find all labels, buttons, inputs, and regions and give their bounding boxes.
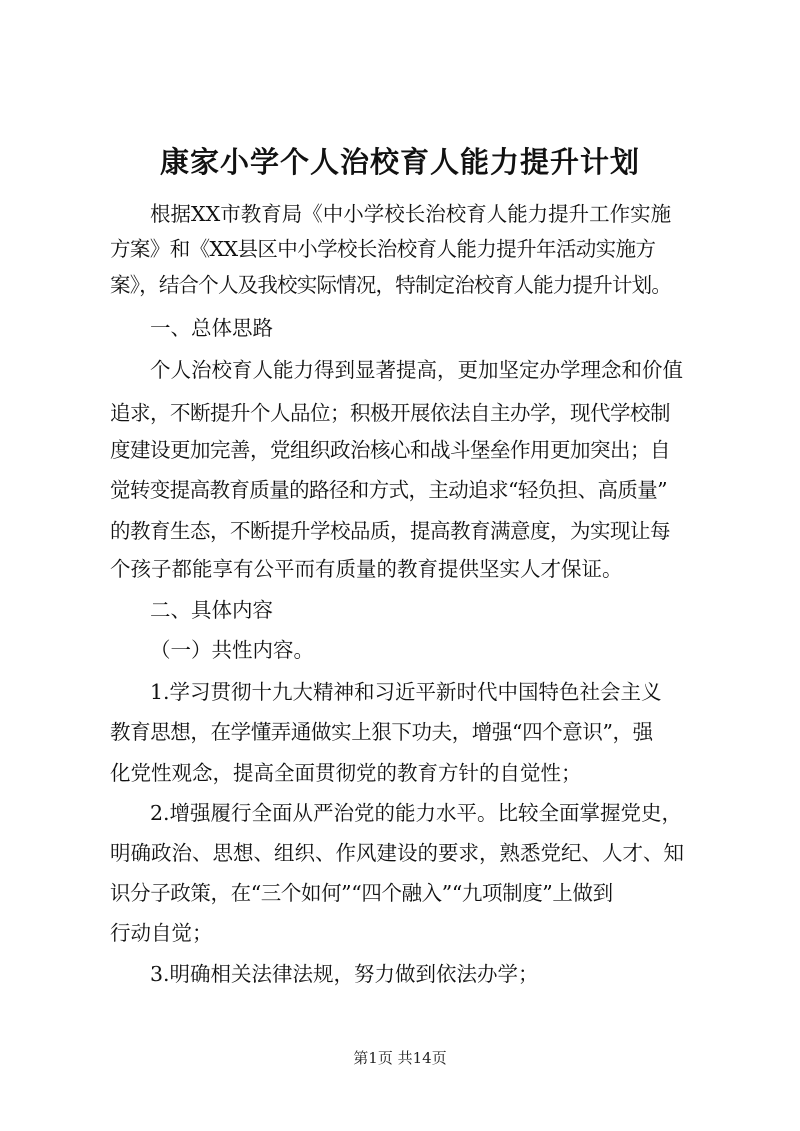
body-line: 教育思想，在学懂弄通做实上狠下功夫，增强“四个意识”，强 [110, 720, 653, 744]
body-line: 3.明确相关法律法规，努力做到依法办学； [150, 962, 539, 986]
section-heading: 一、总体思路 [150, 316, 273, 340]
body-line: 方案》和《XX县区中小学校长治校育人能力提升年活动实施方 [110, 237, 656, 261]
body-line: 度建设更加完善，党组织政治核心和战斗堡垒作用更加突出；自 [110, 438, 670, 462]
body-line: 化党性观念，提高全面贯彻党的教育方针的自觉性； [110, 761, 582, 785]
body-line: 根据XX市教育局《中小学校长治校育人能力提升工作实施 [150, 202, 672, 226]
body-line: 2.增强履行全面从严治党的能力水平。比较全面掌握党史， [150, 801, 683, 825]
subsection-heading: （一）共性内容。 [150, 638, 314, 662]
body-line: 明确政治、思想、组织、作风建设的要求，熟悉党纪、人才、知 [110, 841, 684, 865]
body-line: 识分子政策，在“三个如何”“四个融入”“九项制度”上做到 [110, 881, 613, 905]
body-line: 个孩子都能享有公平而有质量的教育提供坚实人才保证。 [110, 557, 623, 581]
document-title: 康家小学个人治校育人能力提升计划 [159, 145, 640, 179]
body-line: 追求，不断提升个人品位；积极开展依法自主办学，现代学校制 [110, 401, 670, 425]
section-heading: 二、具体内容 [150, 598, 273, 622]
page-footer: 第1页 共14页 [353, 1049, 447, 1067]
body-line: 案》，结合个人及我校实际情况，特制定治校育人能力提升计划。 [110, 273, 672, 297]
body-line: 行动自觉； [110, 921, 213, 945]
body-line: 个人治校育人能力得到显著提高，更加坚定办学理念和价值 [150, 358, 683, 382]
body-line: 1.学习贯彻十九大精神和习近平新时代中国特色社会主义 [150, 680, 662, 704]
body-line: 觉转变提高教育质量的路径和方式，主动追求“轻负担、高质量” [110, 478, 668, 502]
body-line: 的教育生态，不断提升学校品质，提高教育满意度，为实现让每 [110, 519, 670, 543]
